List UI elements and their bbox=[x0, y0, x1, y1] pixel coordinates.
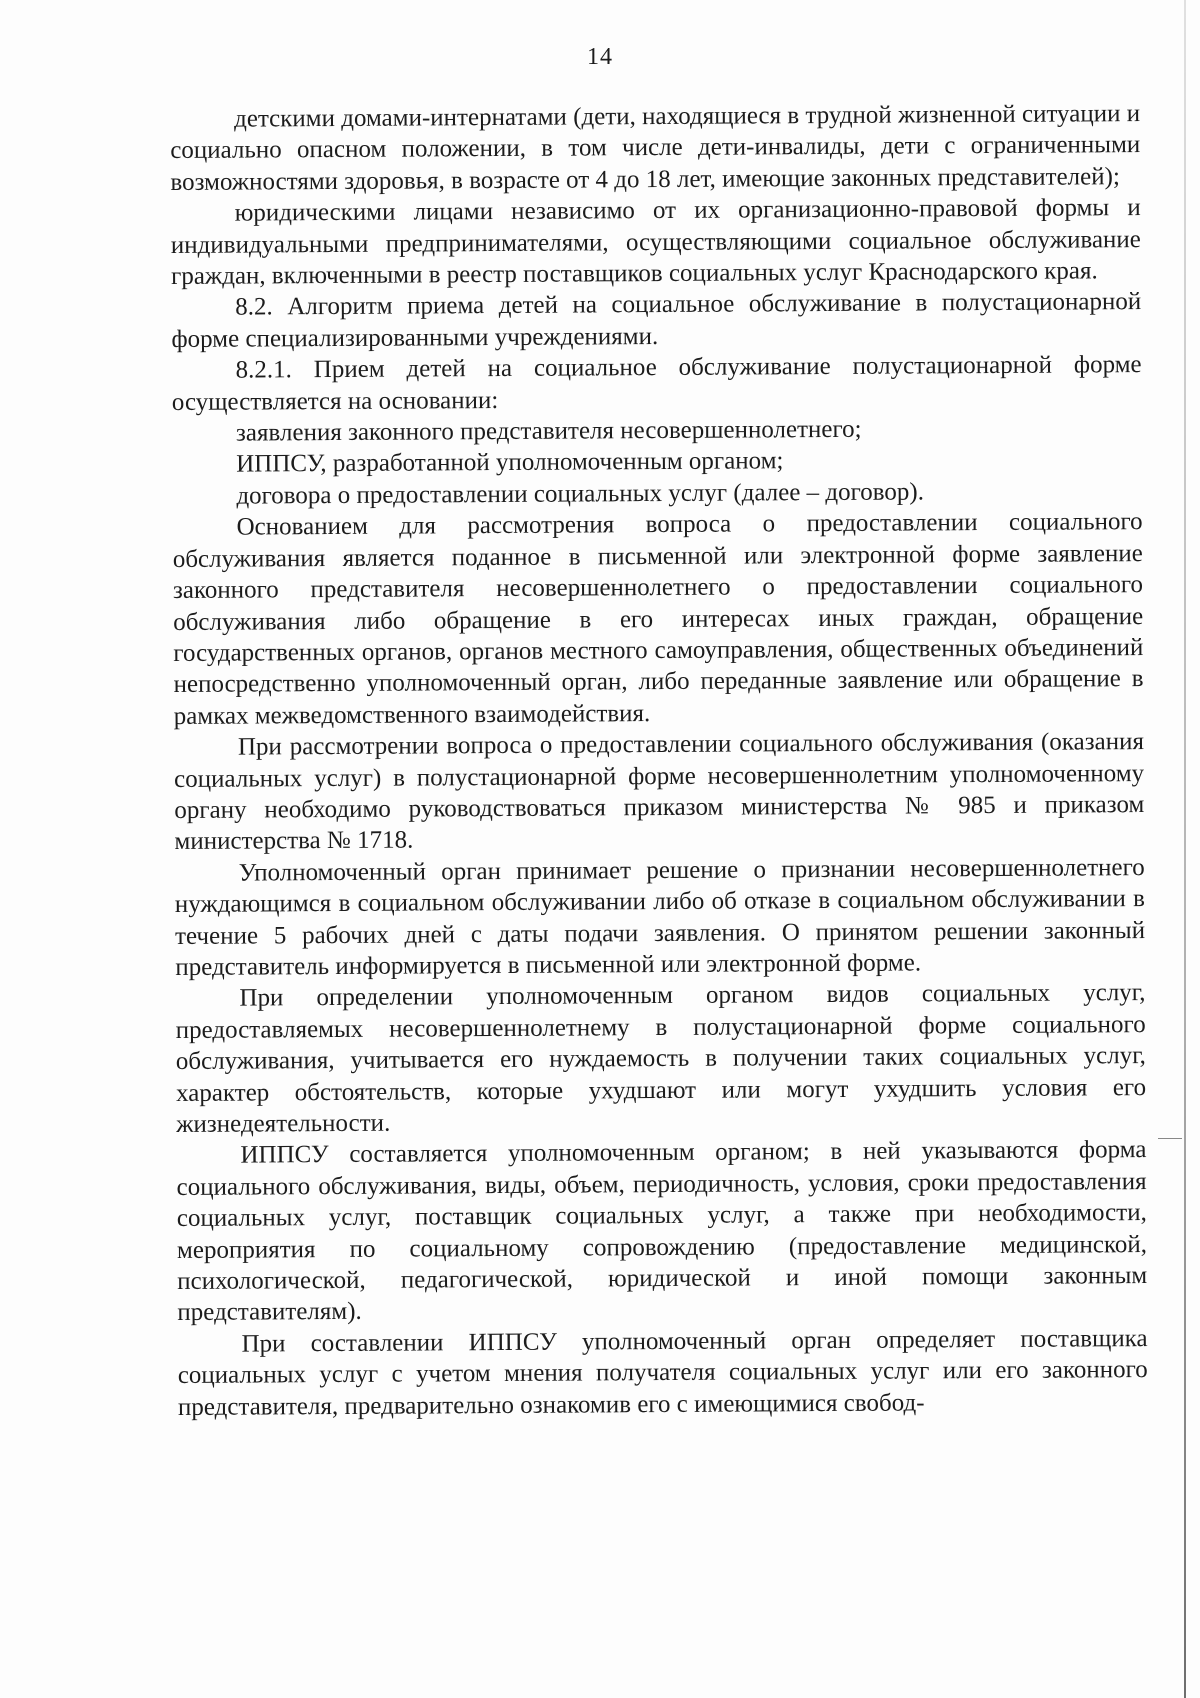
paragraph-3: 8.2. Алгоритм приема детей на социальное обслуживание в полустационарной форме специализированными учреждениями. bbox=[171, 288, 1142, 353]
paragraph-9: При рассмотрении вопроса о предоставлении социального обслуживания (оказания социальных услуг) в полустационарной форме несовершеннолетним уполномоченному органу необходимо руководствоваться приказом министерства № 985 и приказом министерства № 1718. bbox=[174, 728, 1145, 856]
paragraph-8: Основанием для рассмотрения вопроса о предоставлении социального обслуживания является поданное в письменной или электронной форме заявление законного представителя несовершеннолетнего о предоставлении социального обслуживания либо обращение в его интересах иных граждан, обращение государственных органов, органов местного самоуправления, общественных объединений непосредственно уполномоченный орган, либо переданные заявление или обращение в рамках межведомственного взаимодействия. bbox=[172, 508, 1144, 730]
paragraph-7: договора о предоставлении социальных услуг (далее – договор). bbox=[236, 478, 925, 510]
scan-edge-line bbox=[1184, 0, 1186, 1698]
paragraph-1: детскими домами-интернатами (дети, находящиеся в трудной жизненной ситуации и социально опасном положении, в том числе дети-инвалиды, дети с ограниченными возможностями здоровья, в возрасте от 4 до 18 лет, имеющие законных представителей); bbox=[170, 100, 1141, 196]
scan-side-mark bbox=[1158, 1138, 1182, 1139]
paragraph-11: При определении уполномоченным органом видов социальных услуг, предоставляемых несовершеннолетнему в полустационарной форме социального обслуживания, учитывается его нуждаемость в получении таких социальных услуг, характер обстоятельств, которые ухудшают или могут ухудшить условия его жизнедеятельности. bbox=[175, 979, 1147, 1138]
page-number: 14 bbox=[587, 44, 613, 70]
paragraph-12: ИППСУ составляется уполномоченным органом; в ней указываются форма социального обслуживания, виды, объем, периодичность, условия, сроки предоставления социальных услуг, поставщик социальных услуг, а также при необходимости, мероприятия по социальному сопровождению (предоставление медицинской, психологической, педагогической, юридической и иной помощи законным представителям). bbox=[176, 1136, 1148, 1327]
paragraph-6: ИППСУ, разработанной уполномоченным органом; bbox=[236, 447, 784, 479]
paragraph-4: 8.2.1. Прием детей на социальное обслуживание полустационарной форме осуществляется на основании: bbox=[171, 351, 1142, 416]
paragraph-5: заявления законного представителя несовершеннолетнего; bbox=[235, 415, 862, 447]
document-body bbox=[170, 98, 1148, 1423]
paragraph-10: Уполномоченный орган принимает решение о признании несовершеннолетнего нуждающимся в социальном обслуживании либо об отказе в социальном обслуживании в течение 5 рабочих дней с даты подачи заявления. О принятом решении законный представитель информируется в письменной или электронной форме. bbox=[174, 853, 1146, 981]
paragraph-2: юридическими лицами независимо от их организационно-правовой формы и индивидуальными предпринимателями, осуществляющими социальное обслуживание граждан, включенными в реестр поставщиков социальных услуг Краснодарского края. bbox=[170, 194, 1141, 291]
paragraph-13: При составлении ИППСУ уполномоченный орган определяет поставщика социальных услуг с учетом мнения получателя социальных услуг или его законного представителя, предварительно ознакомив его с имеющимися свобод- bbox=[177, 1324, 1148, 1421]
